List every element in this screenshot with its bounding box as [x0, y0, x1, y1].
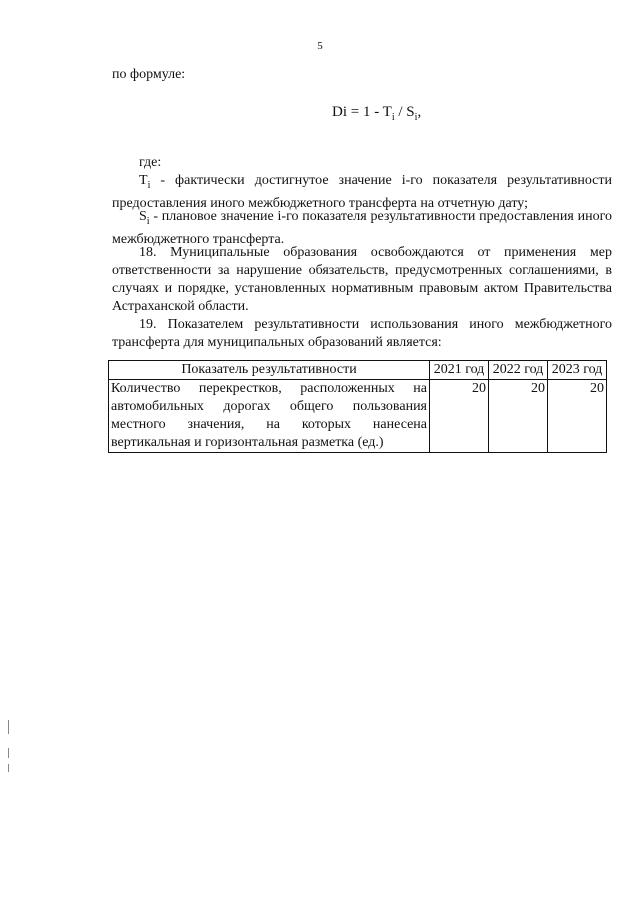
formula-suffix: , — [417, 104, 422, 120]
table-cell-2022: 20 — [489, 380, 548, 453]
paragraph-19: 19. Показателем результативности использования иного межбюджетного трансферта для муниципальных образований является: — [112, 317, 612, 350]
margin-mark — [8, 764, 9, 772]
formula-prefix: Di = 1 - T — [332, 104, 392, 120]
table-header-indicator: Показатель результативности — [109, 361, 430, 380]
table-cell-indicator: Количество перекрестков, расположенных на автомобильных дорогах общего пользования местного значения, на которых нанесена вертикальная и горизонтальная разметка (ед.) — [109, 380, 430, 453]
table-header-2021: 2021 год — [430, 361, 489, 380]
definition-t-text: - фактически достигнутое значение i-го показателя результативности предоставления иного межбюджетного трансферта на отчетную дату; — [112, 173, 612, 211]
paragraph-18: 18. Муниципальные образования освобождаются от применения мер ответственности за нарушение обязательств, предусмотренных соглашениями, в случаях и порядке, установленных нормативным правовым актом Правительства Астраханской области. — [112, 245, 612, 314]
formula — [332, 104, 421, 123]
where-label: где: — [139, 155, 162, 170]
table-cell-2021: 20 — [430, 380, 489, 453]
table-header-row — [109, 361, 607, 380]
intro-text: по формуле: — [112, 67, 186, 82]
table-row — [109, 380, 607, 453]
formula-subscript-s: i — [414, 112, 418, 123]
page-number: 5 — [317, 40, 323, 52]
margin-mark — [8, 748, 9, 758]
definition-t — [112, 172, 612, 213]
formula-subscript-t: i — [391, 112, 395, 123]
formula-mid: / S — [394, 104, 415, 120]
table-header-2022: 2022 год — [489, 361, 548, 380]
table-header-2023: 2023 год — [548, 361, 607, 380]
definition-s-symbol: $S_i$ — [139, 209, 150, 227]
table-cell-2023: 20 — [548, 380, 607, 453]
definition-s — [112, 208, 612, 249]
results-table — [108, 360, 607, 453]
definition-t-symbol: $T_i$ — [139, 173, 151, 191]
margin-mark — [8, 720, 9, 734]
definition-s-text: - плановое значение i-го показателя результативности предоставления иного межбюджетного трансферта. — [112, 209, 612, 247]
